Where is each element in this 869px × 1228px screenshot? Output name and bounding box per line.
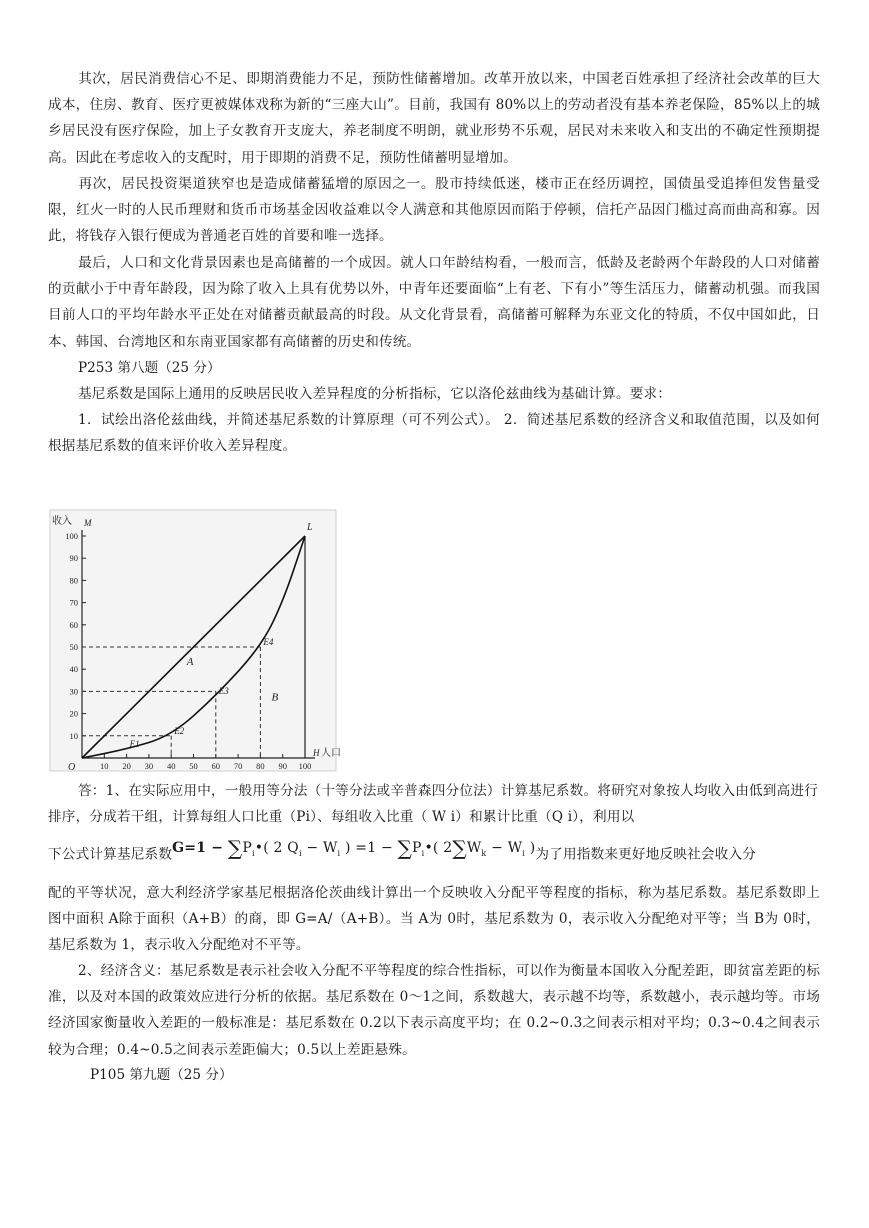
question-heading-p253: P253 第八题（25 分） bbox=[78, 360, 221, 376]
answer-part2 bbox=[48, 958, 820, 1063]
x-axis-title: 人口 bbox=[321, 748, 341, 759]
x-tick-label: 30 bbox=[144, 761, 154, 771]
y-tick-label: 100 bbox=[65, 531, 78, 541]
x-tick-label: 10 bbox=[100, 761, 109, 771]
paragraph-text: 2、经济含义：基尼系数是表示社会收入分配不平等程度的综合性指标，可以作为衡量本国收入分配差距，即贫富差距的标准，以及对本国的政策效应进行分析的依据。基尼系数在 0～1之间，系数越大，表示越不均等，系数越小，表示越均等。市场经济国家衡量收入差距的一般标准是：基尼系数在 0.2以下表示高度平均；在 0.2~0.3之间表示相对平均；0.3~0.4之间表示较为合理；0.4~0.5之间表示差距偏大；0.5以上差距悬殊。 bbox=[48, 963, 820, 1058]
point-label-e2: E2 bbox=[174, 725, 185, 736]
y-tick-label: 90 bbox=[69, 553, 78, 564]
end-label: L bbox=[307, 522, 313, 533]
formula-tail-text: 为了用指数来更好地反映社会收入分 bbox=[535, 846, 757, 863]
y-tick-label: 50 bbox=[69, 642, 78, 652]
sum-symbol-1: ∑ bbox=[227, 836, 243, 860]
paragraph-demographics bbox=[48, 250, 820, 355]
x-axis-letter: H bbox=[313, 748, 320, 758]
y-axis-title: 收入 bbox=[52, 516, 72, 527]
x-tick-label: 80 bbox=[256, 761, 265, 771]
paragraph-text: 答：1、在实际应用中，一般用等分法（十等分法或辛普森四分位法）计算基尼系数。将研究对象按人均收入由低到高进行排序，分成若干组，计算每组人口比重（Pi）、每组收入比重（ W i）和累计比重（Q i），利用以 bbox=[48, 783, 818, 826]
y-tick-label: 30 bbox=[69, 686, 78, 697]
x-tick-label: 70 bbox=[233, 761, 243, 771]
answer-formula-line bbox=[48, 835, 820, 875]
lorenz-curve-chart bbox=[48, 508, 341, 773]
answer-part1-intro bbox=[48, 778, 818, 830]
paragraph-consumer-confidence bbox=[48, 66, 820, 171]
formula-mid: =1 − bbox=[355, 840, 393, 856]
y-axis-letter: M bbox=[84, 518, 92, 528]
point-label-e3: E3 bbox=[218, 685, 229, 696]
formula-lead-text: 下公式计算基尼系数 bbox=[48, 846, 173, 863]
paragraph-text: 配的平等状况，意大利经济学家基尼根据洛伦茨曲线计算出一个反映收入分配平等程度的指标，称为基尼系数。基尼系数即上图中面积 A除于面积（A+B）的商，即 G=A/（A+B）。当 A为 0时，基尼系数为 0，表示收入分配绝对平等；当 B为 0时，基尼系数为 1，表示收入分配绝对不平等。 bbox=[48, 885, 820, 954]
y-tick-label: 40 bbox=[69, 664, 78, 675]
y-tick-label: 60 bbox=[69, 619, 78, 630]
x-tick-label: 60 bbox=[211, 761, 221, 771]
x-tick-label: 50 bbox=[189, 761, 198, 771]
question-heading-p105: P105 第九题（25 分） bbox=[90, 1067, 233, 1083]
paragraph-investment-channels bbox=[48, 171, 820, 250]
area-label-a: A bbox=[186, 655, 194, 668]
y-tick-label: 70 bbox=[69, 597, 78, 608]
x-tick-label: 20 bbox=[122, 761, 131, 771]
x-tick-label: 100 bbox=[298, 761, 312, 771]
sum-symbol-2: ∑ bbox=[397, 836, 413, 860]
point-label-e4: E4 bbox=[263, 637, 274, 647]
y-tick-label: 20 bbox=[69, 708, 78, 719]
point-label-e1: E1 bbox=[129, 739, 140, 750]
question-items bbox=[48, 407, 820, 459]
area-label-b: B bbox=[271, 691, 279, 704]
y-tick-label: 10 bbox=[69, 730, 78, 741]
paragraph-text: 其次，居民消费信心不足、即期消费能力不足，预防性储蓄增加。改革开放以来，中国老百姓承担了经济社会改革的巨大成本，住房、教育、医疗更被媒体戏称为新的“三座大山”。目前，我国有 80%以上的劳动者没有基本养老保险，85%以上的城乡居民没有医疗保险，加上子女教育开支庞大，养老制度不明朗，就业形势不乐观，居民对未来收入和支出的不确定性预期提高。因此在考虑收入的支配时，用于即期的消费不足，预防性储蓄明显增加。 bbox=[48, 71, 820, 166]
paragraph-text: 基尼系数是国际上通用的反映居民收入差异程度的分析指标，它以洛伦兹曲线为基础计算。要求： bbox=[78, 386, 672, 402]
chart-background bbox=[50, 510, 336, 771]
formula-g: G=1 − bbox=[172, 840, 224, 856]
paragraph-text: 最后，人口和文化背景因素也是高储蓄的一个成因。就人口年龄结构看，一般而言，低龄及老龄两个年龄段的人口对储蓄的贡献小于中青年龄段，因为除了收入上具有优势以外，中青年还要面临“上有老、下有小”等生活压力，储蓄动机强。而我国目前人口的平均年龄水平正处在对储蓄贡献最高的时段。从文化背景看，高储蓄可解释为东亚文化的特质，不仅中国如此，日本、韩国、台湾地区和东南亚国家都有高储蓄的历史和传统。 bbox=[48, 255, 820, 350]
question-intro bbox=[48, 381, 820, 407]
y-tick-label: 80 bbox=[69, 575, 78, 586]
paragraph-text: 再次，居民投资渠道狭窄也是造成储蓄猛增的原因之一。股市持续低迷，楼市正在经历调控，国债虽受追捧但发售量受限，红火一时的人民币理财和货币市场基金因收益难以令人满意和其他原因而陷于停顿，信托产品因门槛过高而曲高和寡。因此，将钱存入银行便成为普通老百姓的首要和唯一选择。 bbox=[48, 176, 820, 245]
x-tick-label: 40 bbox=[166, 761, 176, 771]
x-tick-label: 90 bbox=[278, 761, 287, 771]
gini-formula: $G=1 - \sum P_i•$( 2 $Q_i - W_i$ ) $=1 - \sum P_i•$( $2\sum W_k - W_i$ ) bbox=[172, 836, 536, 860]
origin-label: O bbox=[68, 762, 76, 773]
answer-part1-rest bbox=[48, 880, 820, 959]
paragraph-text: 1．试绘出洛伦兹曲线，并简述基尼系数的计算原理（可不列公式）。 2．简述基尼系数的经济含义和取值范围，以及如何根据基尼系数的值来评价收入差异程度。 bbox=[48, 412, 820, 455]
sum-symbol-3: ∑ bbox=[452, 836, 467, 860]
